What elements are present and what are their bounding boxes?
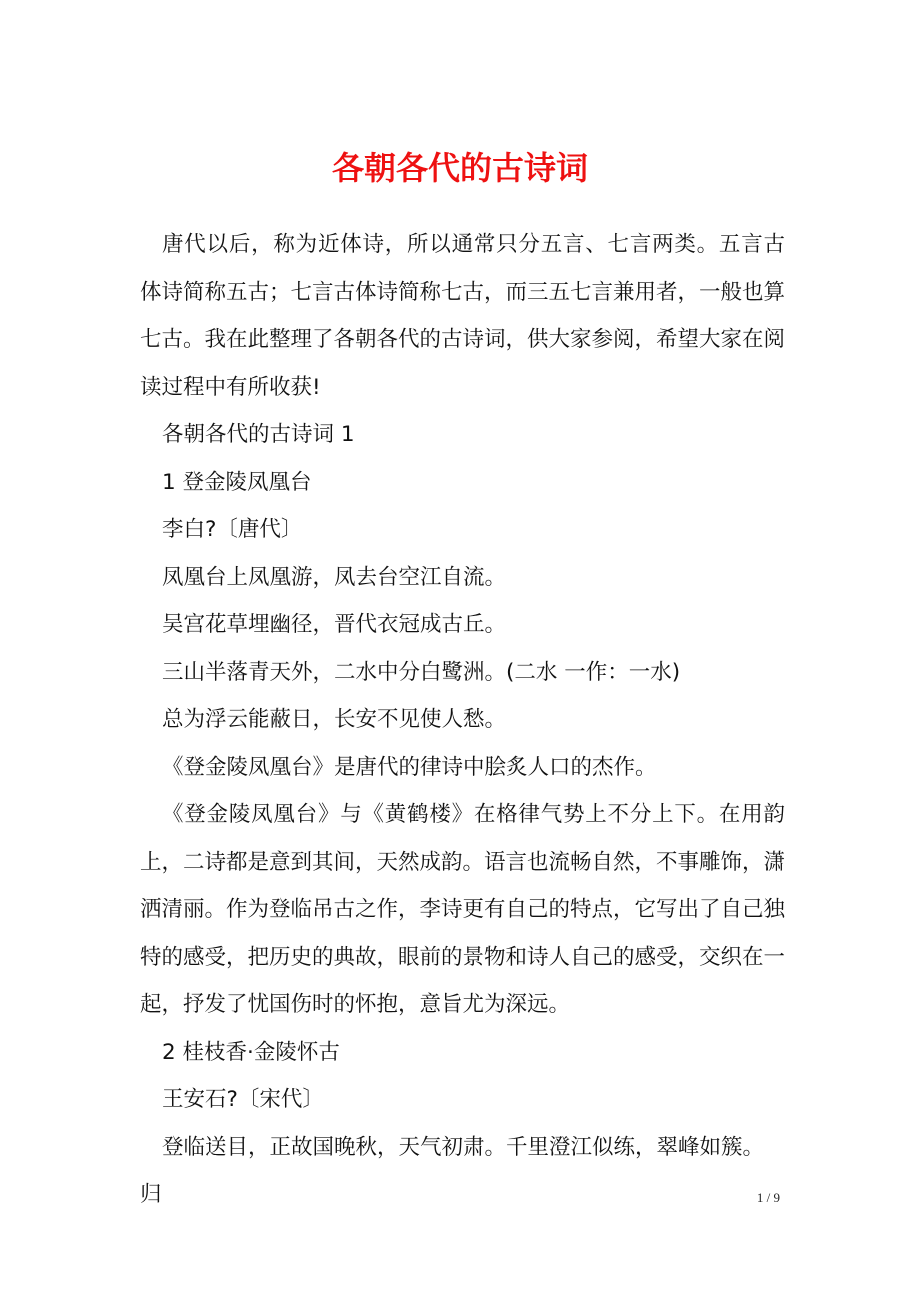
- poem-line: 三山半落青天外，二水中分白鹭洲。(二水 一作：一水): [162, 659, 681, 685]
- poem-author: 李白?〔唐代〕: [162, 517, 303, 542]
- page-title: 各朝各代的古诗词: [331, 149, 588, 187]
- poem-author: 王安石?〔宋代〕: [162, 1087, 324, 1112]
- commentary-paragraph: 《登金陵凤凰台》是唐代的律诗中脍炙人口的杰作。: [162, 754, 657, 780]
- poem-line: 凤凰台上凤凰游，凤去台空江自流。: [162, 564, 507, 590]
- commentary-paragraph: 《登金陵凤凰台》与《黄鹤楼》在格律气势上不分上下。在用韵上，二诗都是意到其间，天然成韵。语言也流畅自然，不事雕饰，潇洒清丽。作为登临吊古之作，李诗更有自己的特点，它写出了自己独特的感受，把历史的典故，眼前的景物和诗人自己的感受，交织在一起，抒发了忧国伤时的怀抱，意旨尤为深远。: [140, 802, 786, 1017]
- intro-paragraph: 唐代以后，称为近体诗，所以通常只分五言、七言两类。五言古体诗简称五古；七言古体诗简称七古，而三五七言兼用者，一般也算七古。我在此整理了各朝各代的古诗词，供大家参阅，希望大家在阅读过程中有所收获!: [140, 232, 786, 400]
- document-body: [140, 221, 785, 1219]
- poem-line: 吴宫花草埋幽径，晋代衣冠成古丘。: [162, 612, 507, 637]
- poem-title: 1 登金陵凤凰台: [162, 469, 312, 495]
- poem-line: 登临送目，正故国晚秋，天气初肃。千里澄江似练，翠峰如簇。归: [140, 1134, 765, 1207]
- poem-line: 总为浮云能蔽日，长安不见使人愁。: [162, 707, 507, 732]
- section-heading: 各朝各代的古诗词 1: [162, 422, 355, 447]
- poem-title: 2 桂枝香·金陵怀古: [162, 1039, 340, 1065]
- page-number: 1 / 9: [756, 1190, 780, 1205]
